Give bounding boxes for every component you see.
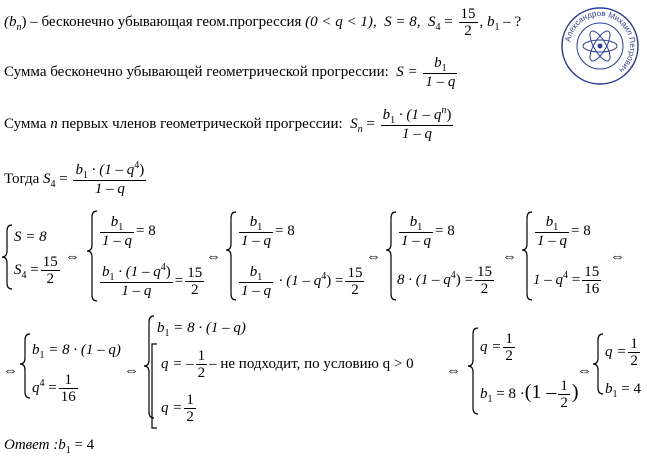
answer-line: [4, 436, 94, 456]
system7-r1-sub: 1: [164, 328, 170, 339]
system1-r2-num: 15: [42, 254, 58, 270]
system1-r2-lhs: S: [14, 261, 22, 278]
system2-r1-num: b: [110, 214, 119, 230]
given-s4-num: 15: [460, 6, 476, 22]
system4-r1-num: b: [409, 214, 418, 230]
brace-4: [386, 212, 396, 300]
system4-r1-sub: 1: [417, 222, 423, 233]
system4-r2: 8 · (1 – q: [397, 271, 451, 288]
system4-row2: [397, 264, 496, 297]
find-rest: – ?: [499, 13, 522, 30]
system2-r1-frac: [100, 214, 134, 249]
system6-r2-den: 16: [60, 389, 76, 405]
system5-r2-sup: 4: [563, 269, 568, 281]
system6-r2-eq: =: [44, 379, 57, 396]
given-s4: S: [428, 13, 436, 30]
system8-r2-paren-l: (1 –: [524, 380, 557, 403]
system5-r2-rhs-num: 15: [584, 264, 600, 280]
sum-n-num: b: [382, 107, 391, 123]
system3-r2-close: ) =: [326, 272, 344, 289]
system2-r2-rhs-frac: [185, 265, 204, 298]
system8-r1-den: 2: [505, 348, 513, 364]
system2-r2-den: 1 – q: [121, 283, 152, 299]
system2-r2-rhs-den: 2: [190, 282, 199, 298]
given-sub: n: [16, 21, 22, 33]
sum-infinite-lhs: S =: [396, 63, 418, 80]
system8-r1-num: 1: [505, 331, 513, 347]
arrow-4: ⇔: [502, 249, 517, 265]
system6-r2: q: [32, 379, 40, 396]
system9-r1-frac: [628, 336, 640, 369]
sum-n-num-rest: · (1 – q: [395, 107, 442, 123]
given-eq: =: [444, 13, 453, 30]
sum-infinite-text: Сумма бесконечно убывающей геометрической прогрессии:: [4, 63, 389, 80]
system5-r1-frac: [535, 214, 569, 249]
answer-rest: = 4: [70, 437, 95, 453]
system2-r2-rhs-num: 15: [187, 265, 203, 281]
system9-row2: [605, 380, 641, 400]
system8-r2-rest: = 8 ·: [492, 385, 525, 402]
brace-9: [593, 334, 603, 394]
sum-n-text-n: n: [50, 115, 58, 132]
system5-r1-sub: 1: [553, 222, 559, 233]
system2-r2-num: b: [102, 264, 110, 280]
system8-r1-lhs: q =: [480, 338, 502, 355]
system8-row1: [480, 331, 517, 364]
sum-n-lhs-sub: n: [357, 123, 363, 135]
system2-r2-eq: =: [174, 272, 184, 289]
system5-r2-eq: =: [568, 271, 581, 288]
arrow-2: ⇔: [206, 249, 221, 265]
sum-n-line: Сумма n первых членов геометрической прогрессии: $S_n$ = $\frac{b_1 \cdot (1 - q^n)}{1 - q}$: [4, 105, 452, 142]
bracket-7: [152, 344, 157, 428]
system9-r1-num: 1: [630, 336, 638, 352]
system8-r2-sub: 1: [487, 393, 493, 405]
system5-r1-den: 1 – q: [537, 233, 567, 249]
system3-row1: [237, 214, 295, 249]
system5-r2-rhs-den: 16: [584, 281, 600, 297]
system3-r1-sub: 1: [257, 222, 263, 233]
system4-r2-rhs-frac: [475, 264, 494, 297]
then-text: Тогда: [4, 170, 40, 187]
sum-n-lhs: S: [350, 115, 358, 132]
system8-r2: b: [480, 385, 488, 402]
system3-r2-num: b: [249, 264, 258, 280]
system4-r2-rhs-num: 15: [476, 264, 492, 280]
find-var: , b: [479, 13, 495, 30]
sum-n-text-a: Сумма: [4, 115, 47, 132]
arrow-8: ⇔: [446, 363, 461, 379]
answer-label: Ответ :: [4, 437, 59, 453]
system8-r2-num: 1: [560, 378, 568, 394]
system3-r2-mid: · (1 – q: [275, 272, 322, 289]
given-s4-den: 2: [464, 23, 472, 39]
brace-1: [2, 225, 12, 289]
find-sub: 1: [494, 21, 500, 33]
system6-r2-frac: [59, 372, 78, 405]
system4-r2-sup: 4: [450, 269, 456, 281]
system3-r2-rhs-den: 2: [351, 282, 359, 298]
system8-r2-frac: [558, 378, 570, 411]
brace-2: [87, 211, 97, 301]
then-num-close: ): [139, 162, 145, 178]
system7-option2: [161, 392, 198, 425]
system7-o1-rest: – не подходит, по условию q > 0: [209, 355, 414, 372]
system2-r2-sub: 1: [109, 272, 115, 283]
author-stamp-logo: [560, 6, 640, 86]
system8-row2: [480, 378, 579, 411]
sum-infinite-den: 1 – q: [425, 74, 456, 90]
system9-r2: b: [605, 381, 613, 397]
system7-option1: [161, 348, 414, 381]
then-lhs-sub: 4: [50, 178, 56, 190]
sum-n-den: 1 – q: [402, 126, 432, 142]
arrow-5: ⇔: [610, 249, 625, 265]
system1-row2: [14, 254, 62, 287]
brace-3: [226, 212, 236, 300]
system7-o1-num: 1: [197, 348, 206, 364]
system4-row1: [397, 214, 455, 249]
arrow-7: ⇔: [124, 363, 139, 379]
given-s: S = 8,: [384, 13, 421, 30]
system1-r2-sub: 4: [21, 269, 27, 281]
answer-var: b: [58, 437, 66, 453]
system3-r1-rhs: = 8: [275, 222, 295, 239]
system2-row1: [98, 214, 156, 249]
system3-r1-den: 1 – q: [241, 233, 271, 249]
system4-r2-close: ) =: [455, 271, 473, 288]
system6-r1-sub: 1: [39, 350, 45, 361]
system2-row2: [98, 264, 206, 299]
arrow-1: ⇔: [65, 249, 80, 265]
sum-n-num-sub: 1: [390, 115, 396, 126]
answer-sub: 1: [65, 445, 71, 456]
brace-6: [20, 334, 30, 398]
system1-r2-frac: [41, 254, 60, 287]
arrow-6: ⇔: [3, 363, 18, 379]
system2-r1-rhs: = 8: [136, 222, 156, 239]
system7-o1-den: 2: [197, 365, 206, 381]
system3-r2-frac: [239, 264, 273, 299]
system2-r2-close: ): [165, 264, 171, 280]
stamp-text-path: Александров Михаил Петрович: [563, 8, 638, 75]
system9-r1-den: 2: [630, 353, 638, 369]
brace-8: [468, 328, 478, 414]
system1-r2-eq: =: [26, 261, 39, 278]
system9-r2-rest: = 4: [617, 381, 641, 397]
system2-r2-frac: [100, 264, 173, 299]
system1-row1: [14, 228, 47, 246]
system3-r2-den: 1 – q: [241, 283, 271, 299]
system7-r1-rest: = 8 · (1 – q): [169, 320, 246, 336]
system4-r1-den: 1 – q: [401, 233, 431, 249]
then-num-sub: 1: [82, 170, 88, 181]
system7-r1: b: [157, 320, 165, 336]
sum-n-text-b: первых членов геометрической прогрессии:: [61, 115, 343, 132]
system1-r2-den: 2: [46, 271, 54, 287]
system5-r1-num: b: [545, 214, 554, 230]
given-condition: (0 < q < 1),: [305, 13, 377, 30]
system4-r1-rhs: = 8: [435, 222, 455, 239]
system3-r2-sup: 4: [321, 270, 327, 282]
system7-row1: [157, 319, 246, 339]
arrow-9: ⇔: [577, 363, 592, 379]
system3-r1-num: b: [249, 214, 258, 230]
then-num-sup: 4: [134, 160, 140, 171]
system7-o2-den: 2: [186, 409, 194, 425]
sum-infinite-num-sub: 1: [441, 63, 447, 74]
given-desc: ) – бесконечно убывающая геом.прогрессия: [21, 13, 302, 30]
system3-r2-sub: 1: [257, 272, 263, 283]
system5-r2: 1 – q: [533, 271, 563, 288]
system9-row1: [605, 336, 642, 369]
then-line: Тогда $S_4$ = $\frac{b_1 \cdot (1 - q^4)}{1 - q}$: [4, 160, 145, 197]
system3-r2-rhs-frac: [345, 265, 364, 298]
atom-nucleus-icon: [598, 44, 603, 49]
given-seq: (b: [4, 13, 17, 30]
system7-o1-lhs: q = –: [161, 355, 194, 372]
system9-r1-lhs: q =: [605, 343, 627, 360]
system6-r2-sup: 4: [39, 377, 45, 389]
system8-r2-paren-r: ): [571, 380, 579, 403]
arrow-3: ⇔: [366, 249, 381, 265]
system8-r2-den: 2: [560, 395, 568, 411]
then-lhs: S: [42, 170, 51, 187]
system5-r2-rhs-frac: [582, 264, 601, 297]
system2-r2-num-rest: · (1 – q: [114, 264, 161, 280]
system5-r1-rhs: = 8: [571, 222, 591, 239]
then-den: 1 – q: [94, 181, 125, 197]
system1-r1: S = 8: [14, 229, 47, 245]
system5-row2: [533, 264, 603, 297]
system7-o2-num: 1: [186, 392, 194, 408]
system9-r2-sub: 1: [612, 389, 618, 400]
system7-o2-frac: [184, 392, 196, 425]
system6-row2: [32, 372, 80, 405]
system2-r2-sup: 4: [160, 262, 166, 273]
brace-5: [522, 212, 532, 300]
sum-n-num-sup: n: [441, 105, 447, 116]
system2-r1-sub: 1: [118, 222, 124, 233]
given-s4-sub: 4: [435, 21, 441, 33]
sum-n-num-close: ): [446, 107, 452, 123]
system6-r1-rest: = 8 · (1 – q): [44, 342, 121, 358]
system2-r1-den: 1 – q: [102, 233, 132, 249]
system4-r2-rhs-den: 2: [480, 281, 489, 297]
then-num: b: [75, 162, 83, 178]
system3-r2-rhs-num: 15: [347, 265, 363, 281]
sum-infinite-num: b: [434, 55, 442, 71]
system7-o2-lhs: q =: [161, 399, 183, 416]
system4-r1-frac: [399, 214, 433, 249]
system6-row1: [32, 341, 121, 361]
then-num-rest: · (1 – q: [87, 162, 135, 178]
system7-o1-frac: [196, 348, 208, 381]
system6-r2-num: 1: [59, 372, 78, 389]
system3-row2: [237, 264, 366, 299]
system5-row1: [533, 214, 591, 249]
system8-r1-frac: [503, 331, 515, 364]
system6-r1: b: [32, 342, 40, 358]
system3-r1-frac: [239, 214, 273, 249]
